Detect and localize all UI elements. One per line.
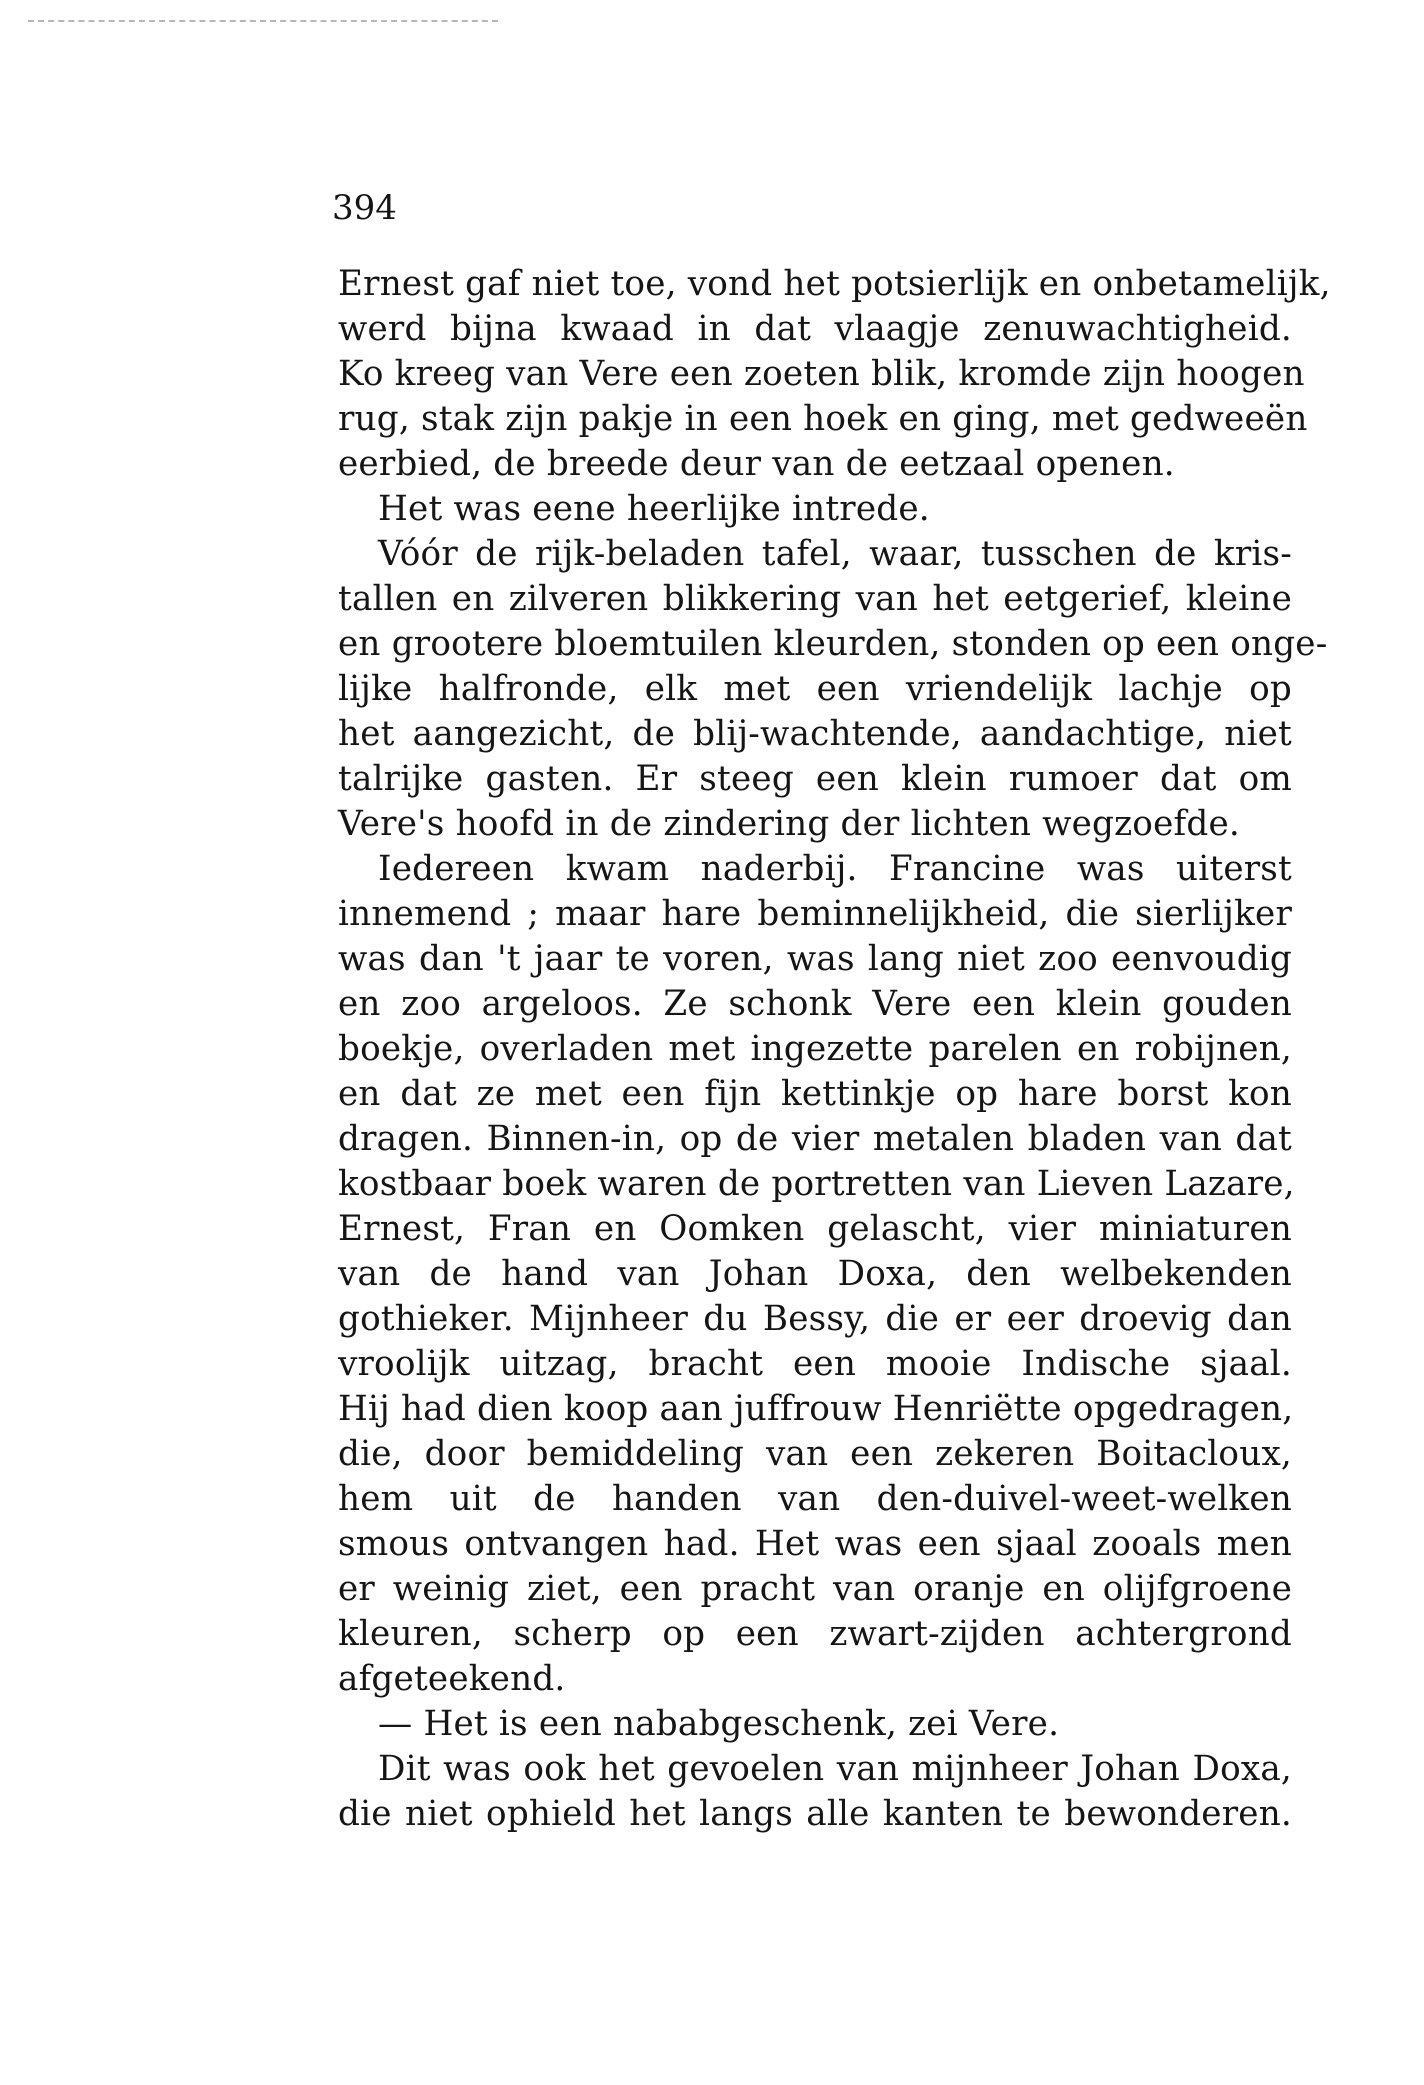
text-line: er weinig ziet, een pracht van oranje en olijfgroene: [338, 1569, 1292, 1609]
text-line: kostbaar boek waren de portretten van Lieven Lazare,: [338, 1164, 1295, 1204]
text-line: boekje, overladen met ingezette parelen en robijnen,: [338, 1029, 1292, 1069]
text-line: Ernest, Fran en Oomken gelascht, vier miniaturen: [338, 1209, 1292, 1249]
text-line: Ernest gaf niet toe, vond het potsierlijk en onbetamelijk,: [338, 264, 1331, 304]
text-line: het aangezicht, de blij-wachtende, aandachtige, niet: [338, 714, 1292, 754]
text-line: afgeteekend.: [338, 1659, 566, 1699]
page-number: 394: [332, 188, 397, 228]
text-line: die niet ophield het langs alle kanten te bewonderen.: [338, 1794, 1292, 1834]
text-line: lijke halfronde, elk met een vriendelijk lachje op: [338, 669, 1292, 709]
text-line: Het was eene heerlijke intrede.: [378, 489, 930, 529]
text-line: eerbied, de breede deur van de eetzaal openen.: [338, 444, 1175, 484]
text-line: smous ontvangen had. Het was een sjaal zooals men: [338, 1524, 1292, 1564]
text-line: hem uit de handen van den-duivel-weet-welken: [338, 1479, 1292, 1519]
text-line: Ko kreeg van Vere een zoeten blik, kromde zijn hoogen: [338, 354, 1305, 394]
text-line: en dat ze met een fijn kettinkje op hare borst kon: [338, 1074, 1292, 1114]
text-line: en grootere bloemtuilen kleurden, stonden op een onge-: [338, 624, 1328, 664]
body-text: [338, 262, 1331, 1837]
text-line: Vóór de rijk-beladen tafel, waar, tusschen de kris-: [378, 534, 1292, 574]
text-line: kleuren, scherp op een zwart-zijden achtergrond: [338, 1614, 1292, 1654]
text-line: werd bijna kwaad in dat vlaagje zenuwachtigheid.: [338, 309, 1292, 349]
text-line: Hij had dien koop aan juffrouw Henriëtte opgedragen,: [338, 1389, 1294, 1429]
text-line: dragen. Binnen-in, op de vier metalen bladen van dat: [338, 1119, 1292, 1159]
text-line: van de hand van Johan Doxa, den welbekenden: [338, 1254, 1292, 1294]
text-line: talrijke gasten. Er steeg een klein rumoer dat om: [338, 759, 1292, 799]
text-line: innemend ; maar hare beminnelijkheid, die sierlijker: [338, 894, 1292, 934]
text-line: gothieker. Mijnheer du Bessy, die er eer droevig dan: [338, 1299, 1292, 1339]
text-line: tallen en zilveren blikkering van het eetgerief, kleine: [338, 579, 1292, 619]
text-line: was dan 't jaar te voren, was lang niet zoo eenvoudig: [338, 939, 1292, 979]
text-line: Iedereen kwam naderbij. Francine was uiterst: [378, 849, 1292, 889]
text-line: Vere's hoofd in de zindering der lichten wegzoefde.: [338, 804, 1240, 844]
scan-edge-mark: [28, 20, 498, 22]
text-line: rug, stak zijn pakje in een hoek en ging, met gedweeën: [338, 399, 1308, 439]
text-line: die, door bemiddeling van een zekeren Boitacloux,: [338, 1434, 1292, 1474]
text-line: en zoo argeloos. Ze schonk Vere een klein gouden: [338, 984, 1292, 1024]
text-line: — Het is een nababgeschenk, zei Vere.: [378, 1704, 1060, 1744]
text-line: vroolijk uitzag, bracht een mooie Indische sjaal.: [338, 1344, 1292, 1384]
text-line: Dit was ook het gevoelen van mijnheer Johan Doxa,: [378, 1749, 1292, 1789]
